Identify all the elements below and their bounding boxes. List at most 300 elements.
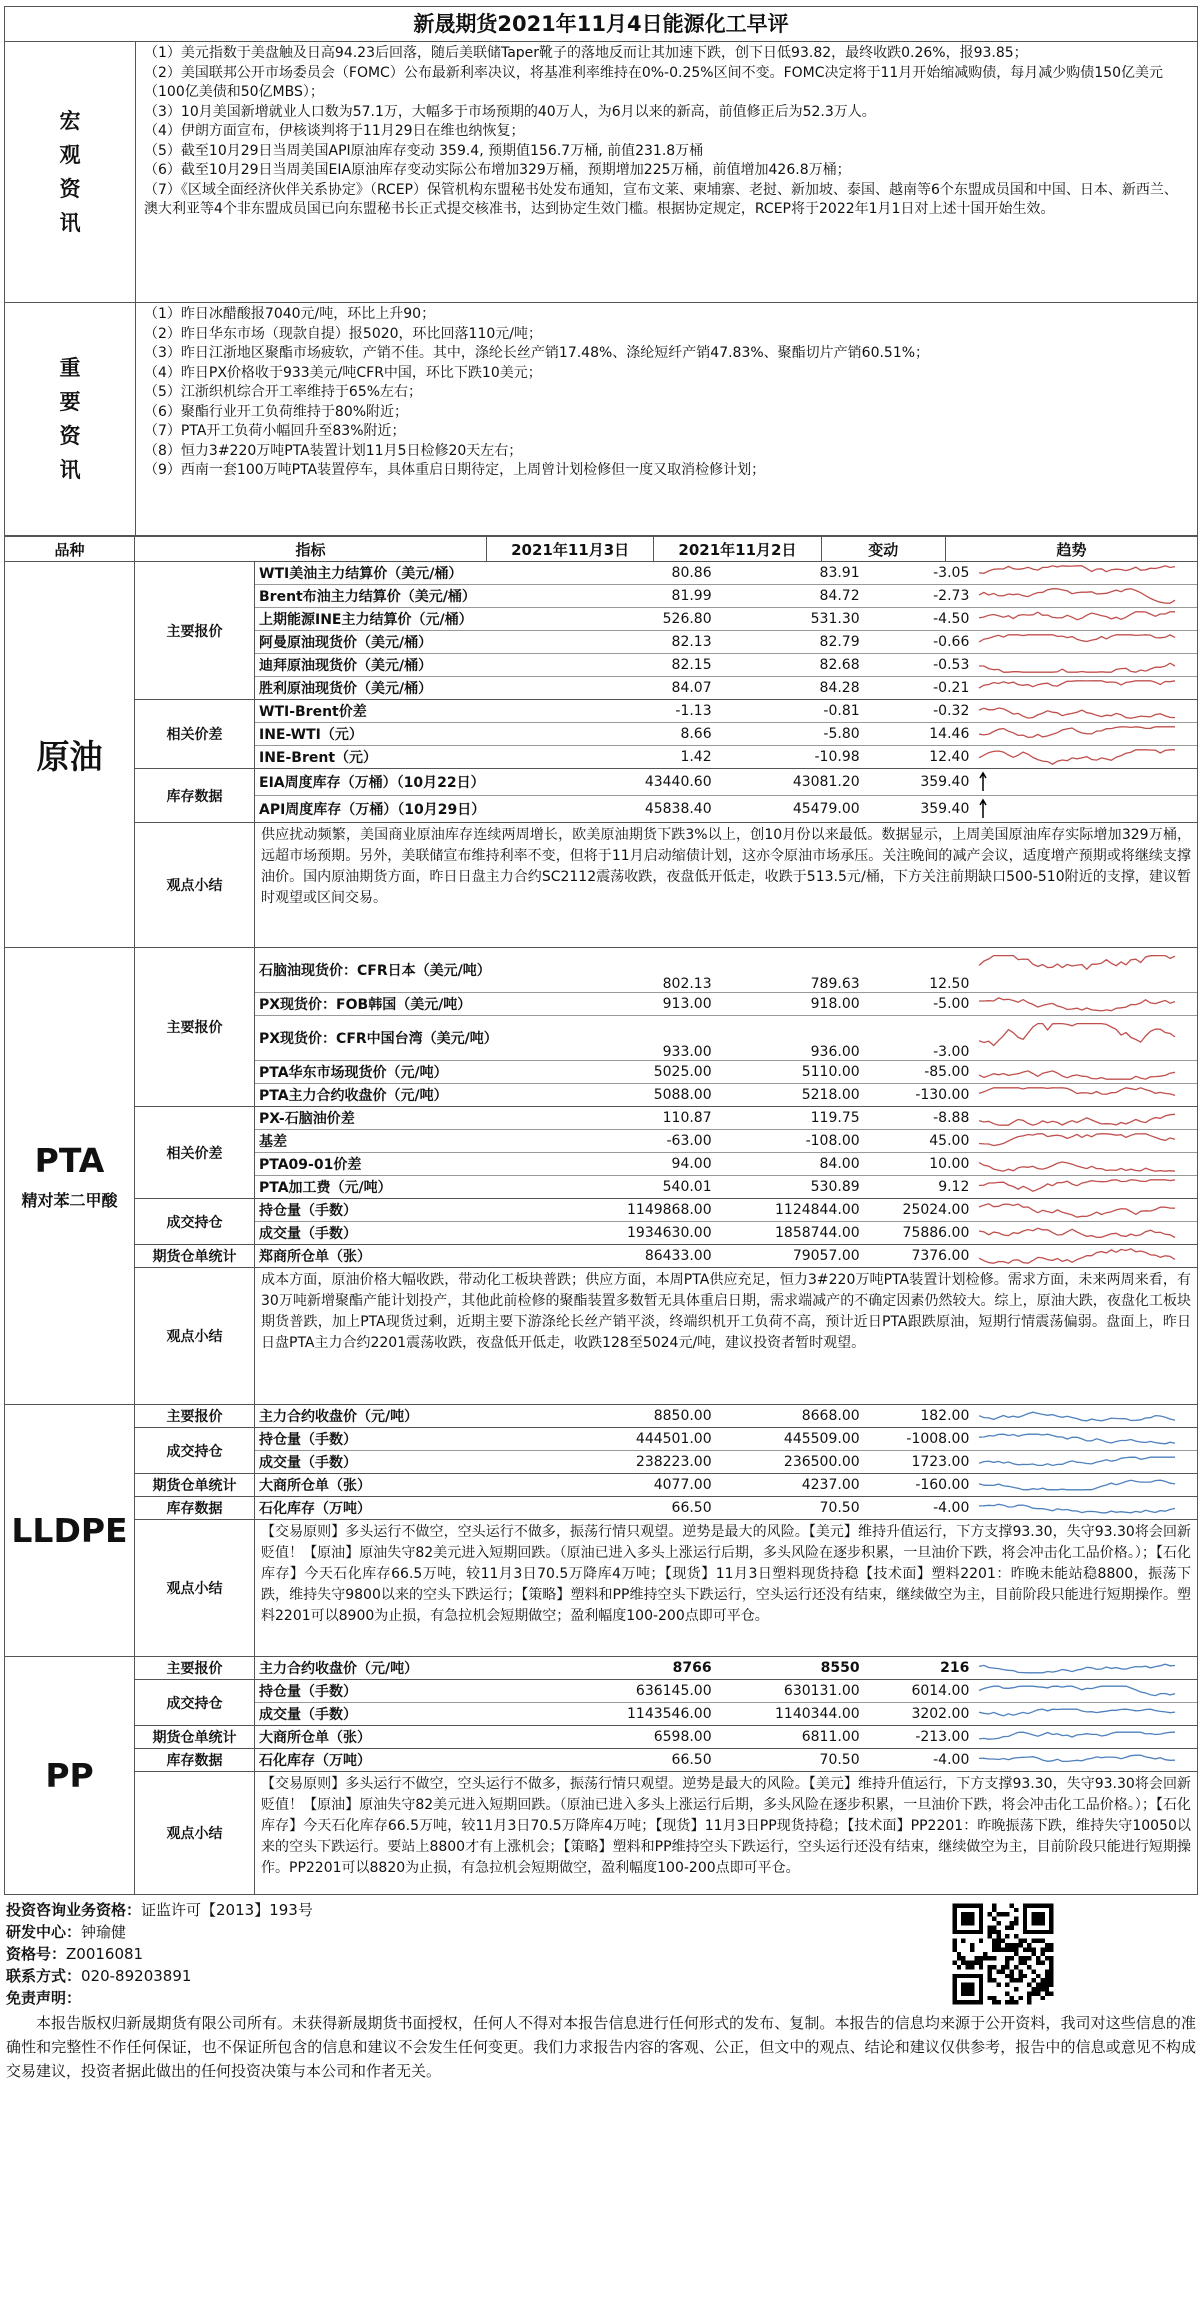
trend-sparkline [977, 1752, 1177, 1768]
important-item: （3）昨日江浙地区聚酯市场疲软，产销不佳。其中，涤纶长丝产销17.48%、涤纶短纤产销47.83%、聚酯切片产销60.51%； [144, 345, 930, 361]
value-current: 238223.00 [635, 1454, 712, 1470]
trend-cell [973, 723, 1197, 746]
trend-cell [973, 1726, 1197, 1748]
important-item: （2）昨日华东市场（现款自提）报5020，环比回落110元/吨； [144, 325, 542, 342]
indicator-name: 基差 [255, 1130, 568, 1153]
value-current: 1149868.00 [568, 1199, 716, 1222]
lldpe-group-data [255, 1428, 1198, 1474]
important-label-char: 资 [59, 424, 81, 448]
lldpe-group-row [5, 1405, 1198, 1428]
value-previous: 1140344.00 [775, 1706, 860, 1722]
value-previous: 1858744.00 [775, 1225, 860, 1241]
value-change: -8.88 [864, 1107, 974, 1130]
indicator-name: 主力合约收盘价（元/吨） [259, 1661, 419, 1677]
trend-sparkline [977, 1454, 1177, 1470]
value-previous: 82.79 [716, 631, 864, 654]
cert-label: 资格号： [6, 1945, 67, 1963]
value-change: -130.00 [915, 1087, 970, 1103]
trend-cell [973, 1130, 1197, 1153]
value-current: 1143546.00 [627, 1706, 712, 1722]
indicator-name: 郑商所仓单（张） [259, 1249, 371, 1265]
trend-sparkline [977, 1199, 1177, 1221]
value-current: 84.07 [671, 680, 712, 696]
pp-view-text: 【交易原则】多头运行不做空，空头运行不做多，振荡行情只观望。逆势是最大的风险。【美元】维持升值运行，下方支撑93.30，失守93.30将会回新贬值！【原油】原油失守82美元进入短期回跌。（原油已进入多头上涨运行后期，多头风险在逐步积累，一旦油价下跌，将会冲击化工品价格。）；【石化库存】今天石化库存66.5万吨，较11月3日70.5万降库4万吨；【现货】11月3日PP现货持稳；【技术面】PP2201：昨晚振荡下跌，维持失守10050以来的空头下跌运行。要站上8800才有上涨机会；【策略】塑料和PP维持空头下跌运行，空头运行还没有结束，继续做空为主，目前阶段只能进行短期操作。PP2201可以8820为止损，有急拉机会短期做空，盈利幅度100-200点即可平仓。 [255, 1772, 1198, 1895]
value-change: -3.00 [864, 1016, 974, 1061]
indicator-name: INE-Brent（元） [259, 750, 378, 766]
indicator-name: 大商所仓单（张） [259, 1730, 371, 1746]
pp-view-label: 观点小结 [135, 1772, 255, 1895]
indicator-name: PX-石脑油价差 [255, 1107, 568, 1130]
crude-category: 库存数据 [135, 769, 255, 823]
indicator-name: 成交量（手数） [259, 1226, 357, 1242]
lldpe-product-cell [5, 1405, 135, 1657]
lldpe-group-data [255, 1474, 1198, 1497]
pta-product-sub: 精对苯二甲酸 [21, 1191, 118, 1210]
crude-view-text: 供应扰动频繁，美国商业原油库存连续两周增长，欧美原油期货下跌3%以上，创10月份以来最低。数据显示，上周美国原油库存实际增加329万桶，远超市场预期。另外，美联储宣布维持利率不变，但将于11月启动缩债计划，这亦令原油市场承压。关注晚间的减产会议，适度增产预期或将继续支撑油价。国内原油期货方面，昨日日盘主力合约SC2112震荡收跌，夜盘低开低走，收跌于513.5元/桶，下方关注前期缺口500-510附近的支撑，建议暂时观望或区间交易。 [255, 823, 1198, 948]
value-change: 3202.00 [911, 1706, 970, 1722]
trend-cell [973, 631, 1197, 654]
value-change: -4.50 [864, 608, 974, 631]
value-previous: 789.63 [716, 948, 864, 993]
important-label-char: 要 [59, 390, 81, 414]
trend-sparkline [977, 1245, 1177, 1267]
trend-sparkline [977, 1706, 1177, 1722]
qual-label: 投资咨询业务资格： [6, 1901, 142, 1919]
important-item: （7）PTA开工负荷小幅回升至83%附近； [144, 423, 406, 439]
indicator-name: EIA周度库存（万桶）（10月22日） [255, 769, 568, 796]
value-change: -3.05 [864, 562, 974, 585]
qual-value: 证监许可【2013】193号 [141, 1901, 313, 1919]
value-current: 1.42 [680, 749, 712, 765]
crude-group-row [5, 700, 1198, 769]
value-change: -4.00 [933, 1500, 970, 1516]
value-change: 14.46 [864, 723, 974, 746]
trend-cell [973, 1176, 1197, 1199]
value-change: -2.73 [864, 585, 974, 608]
table-row [255, 1703, 1197, 1726]
trend-cell [973, 700, 1197, 723]
value-change: -1008.00 [864, 1428, 974, 1451]
pta-category: 成交持仓 [135, 1199, 255, 1245]
trend-cell [973, 1497, 1197, 1519]
trend-sparkline [977, 562, 1177, 584]
macro-item: （7）《区域全面经济伙伴关系协定》（RCEP）保管机构东盟秘书处发布通知，宣布文莱、柬埔寨、老挝、新加坡、泰国、越南等6个东盟成员国和中国、日本、新西兰、澳大利亚等4个非东盟成员国已向东盟秘书长正式提交核准书，达到协定生效门槛。根据协定规定，RCEP将于2022年1月1日对上述十国开始生效。 [144, 181, 1178, 217]
value-current: 444501.00 [568, 1428, 716, 1451]
value-current: 66.50 [671, 1752, 712, 1768]
table-row [255, 746, 1197, 769]
trend-sparkline [977, 1061, 1177, 1083]
value-previous: 4237.00 [801, 1477, 860, 1493]
table-row [255, 1016, 1197, 1061]
rd-value: 钟瑜健 [81, 1923, 127, 1941]
value-previous: 1124844.00 [716, 1199, 864, 1222]
important-item: （1）昨日冰醋酸报7040元/吨，环比上升90； [144, 306, 436, 322]
footer [4, 1895, 1198, 2087]
table-row [255, 769, 1197, 796]
value-previous: 79057.00 [792, 1248, 860, 1264]
indicator-name: PX现货价：CFR中国台湾（美元/吨） [255, 1016, 568, 1061]
pta-view-label: 观点小结 [135, 1268, 255, 1405]
value-current: -63.00 [568, 1130, 716, 1153]
lldpe-product-name: LLDPE [11, 1511, 128, 1550]
pta-group-row [5, 948, 1198, 1107]
value-current: 5088.00 [653, 1087, 712, 1103]
value-change: 182.00 [920, 1408, 970, 1424]
table-row [255, 631, 1197, 654]
value-change: 10.00 [864, 1153, 974, 1176]
table-row [255, 1107, 1197, 1130]
pta-group-data [255, 948, 1198, 1107]
trend-sparkline [977, 585, 1177, 607]
table-row [255, 1176, 1197, 1199]
trend-cell [973, 1474, 1197, 1496]
table-row [255, 1497, 1197, 1519]
lldpe-category: 期货仓单统计 [135, 1474, 255, 1497]
trend-cell [973, 1199, 1197, 1222]
lldpe-view-row [5, 1520, 1198, 1657]
trend-sparkline [977, 1107, 1177, 1129]
value-change: 359.40 [864, 769, 974, 796]
value-current: 66.50 [671, 1500, 712, 1516]
contact-label: 联系方式： [6, 1967, 82, 1985]
value-previous: 119.75 [716, 1107, 864, 1130]
macro-item: （2）美国联邦公开市场委员会（FOMC）公布最新利率决议，将基准利率维持在0%-0.25%区间不变。FOMC决定将于11月开始缩减购债，每月减少购债150亿美元（100亿美债和50亿MBS）； [144, 64, 1164, 100]
indicator-name: 持仓量（手数） [255, 1428, 568, 1451]
value-change: 9.12 [938, 1179, 970, 1195]
contact-value: 020-89203891 [81, 1967, 192, 1985]
lldpe-group-row [5, 1497, 1198, 1520]
trend-cell [973, 1657, 1197, 1679]
important-item: （5）江浙织机综合开工率维持于65%左右； [144, 384, 423, 400]
trend-cell [973, 1451, 1197, 1474]
trend-sparkline [977, 1153, 1177, 1175]
pta-group-data [255, 1199, 1198, 1245]
trend-cell [973, 1703, 1197, 1726]
value-current: 80.86 [568, 562, 716, 585]
indicator-name: 胜利原油现货价（美元/桶） [259, 681, 433, 697]
table-row [255, 1084, 1197, 1107]
value-current: -1.13 [568, 700, 716, 723]
pta-group-data [255, 1107, 1198, 1199]
table-row [255, 654, 1197, 677]
value-current: 8850.00 [653, 1408, 712, 1424]
trend-sparkline [977, 631, 1177, 653]
value-change: -4.00 [933, 1752, 970, 1768]
trend-cell [973, 608, 1197, 631]
pta-category: 相关价差 [135, 1107, 255, 1199]
value-current: 8.66 [568, 723, 716, 746]
crude-view-row [5, 823, 1198, 948]
pp-group-data [255, 1749, 1198, 1772]
macro-section [4, 41, 1198, 536]
trend-cell [973, 948, 1197, 993]
value-previous: 6811.00 [801, 1729, 860, 1745]
indicator-name: 成交量（手数） [259, 1707, 357, 1723]
value-change: 25024.00 [864, 1199, 974, 1222]
trend-cell [973, 1153, 1197, 1176]
value-change: 45.00 [864, 1130, 974, 1153]
value-previous: 8550 [820, 1660, 860, 1676]
indicator-name: Brent布油主力结算价（美元/桶） [255, 585, 568, 608]
rd-label: 研发中心： [6, 1923, 82, 1941]
value-current: 802.13 [568, 948, 716, 993]
trend-cell [973, 677, 1197, 700]
table-row [255, 1405, 1197, 1427]
trend-cell [973, 796, 1197, 823]
crude-group-data [255, 700, 1198, 769]
trend-cell [973, 1680, 1197, 1703]
macro-content [136, 42, 1198, 303]
pp-view-row [5, 1772, 1198, 1895]
indicator-name: 持仓量（手数） [255, 1199, 568, 1222]
table-row [255, 1749, 1197, 1771]
value-previous: 84.00 [716, 1153, 864, 1176]
trend-sparkline [977, 746, 1177, 768]
table-row [255, 1061, 1197, 1084]
table-row [255, 1657, 1197, 1679]
up-arrow-icon [977, 798, 1177, 820]
macro-item: （3）10月美国新增就业人口数为57.1万，大幅多于市场预期的40万人，为6月以来的新高，前值修正后为52.3万人。 [144, 103, 876, 120]
macro-item: （6）截至10月29日当周美国EIA原油库存变动实际公布增加329万桶，预期增加225万桶，前值增加426.8万桶； [144, 162, 851, 178]
value-previous: 43081.20 [716, 769, 864, 796]
pp-group-row [5, 1726, 1198, 1749]
crude-group-data [255, 769, 1198, 823]
value-change: -0.53 [864, 654, 974, 677]
pta-group-data [255, 1245, 1198, 1268]
table-row [255, 700, 1197, 723]
value-current: 82.15 [568, 654, 716, 677]
trend-sparkline [977, 993, 1177, 1015]
pp-group-row [5, 1680, 1198, 1726]
indicator-name: PTA加工费（元/吨） [259, 1180, 392, 1196]
important-item: （6）聚酯行业开工负荷维持于80%附近； [144, 403, 409, 420]
crude-view-label: 观点小结 [135, 823, 255, 948]
crude-product-name: 原油 [36, 737, 103, 776]
value-current: 526.80 [568, 608, 716, 631]
crude-group-row [5, 769, 1198, 823]
value-current: 4077.00 [653, 1477, 712, 1493]
value-change: 7376.00 [911, 1248, 970, 1264]
crude-product-cell [5, 562, 135, 948]
trend-sparkline [977, 1084, 1177, 1106]
pta-category: 主要报价 [135, 948, 255, 1107]
indicator-name: WTI美油主力结算价（美元/桶） [255, 562, 568, 585]
lldpe-category: 库存数据 [135, 1497, 255, 1520]
table-row [255, 585, 1197, 608]
pta-view-text: 成本方面，原油价格大幅收跌，带动化工板块普跌；供应方面，本周PTA供应充足，恒力3#220万吨PTA装置计划检修。需求方面，未来两周来看，有30万吨新增聚酯产能计划投产，其他此前检修的聚酯装置多数暂无具体重启日期，需求端减产的不确定因素仍然较大。综上，原油大跌，夜盘化工板块期货普跌，加上PTA现货过剩，近期主要下游涤纶长丝产销平淡，终端织机开工负荷不高，预计近日PTA跟跌原油，短期行情震荡偏弱。盘面上，昨日日盘PTA主力合约2201震荡收跌，夜盘低开低走，收跌128至5024元/吨，建议投资者暂时观望。 [255, 1268, 1198, 1405]
trend-sparkline [977, 1683, 1177, 1699]
value-current: 540.01 [662, 1179, 712, 1195]
pp-group-data [255, 1680, 1198, 1726]
macro-label-char: 宏 [59, 109, 81, 133]
trend-cell [973, 562, 1197, 585]
trend-sparkline [977, 1222, 1177, 1244]
indicator-name: 大商所仓单（张） [259, 1478, 371, 1494]
trend-cell [973, 993, 1197, 1016]
value-change: -0.21 [933, 680, 970, 696]
trend-sparkline [977, 1130, 1177, 1152]
trend-cell [973, 1749, 1197, 1771]
indicator-name: PTA主力合约收盘价（元/吨） [259, 1088, 448, 1104]
table-header [5, 537, 1198, 562]
trend-sparkline [977, 700, 1177, 722]
lldpe-category: 主要报价 [135, 1405, 255, 1428]
header-change: 变动 [821, 537, 945, 561]
trend-cell [973, 1016, 1197, 1061]
value-change: 6014.00 [864, 1680, 974, 1703]
header-trend: 趋势 [945, 537, 1197, 561]
table-row [255, 723, 1197, 746]
trend-cell [973, 746, 1197, 769]
value-current: 110.87 [568, 1107, 716, 1130]
header-product: 品种 [5, 537, 135, 562]
pta-product-cell [5, 948, 135, 1405]
value-previous: 630131.00 [716, 1680, 864, 1703]
indicator-name: API周度库存（万桶）（10月29日） [259, 802, 486, 818]
indicator-name: 成交量（手数） [259, 1455, 357, 1471]
indicator-name: 阿曼原油现货价（美元/桶） [255, 631, 568, 654]
table-row [255, 608, 1197, 631]
trend-cell [973, 654, 1197, 677]
pp-category: 主要报价 [135, 1657, 255, 1680]
indicator-name: 上期能源INE主力结算价（元/桶） [255, 608, 568, 631]
table-row [255, 1451, 1197, 1474]
macro-label-char: 观 [59, 143, 81, 167]
table-row [255, 1153, 1197, 1176]
indicator-name: INE-WTI（元） [255, 723, 568, 746]
value-previous: -5.80 [716, 723, 864, 746]
lldpe-group-data [255, 1497, 1198, 1520]
important-label-char: 讯 [59, 458, 81, 482]
value-current: 1934630.00 [627, 1225, 712, 1241]
trend-sparkline [977, 1729, 1177, 1745]
macro-item: （1）美元指数于美盘触及日高94.23后回落，随后美联储Taper靴子的落地反而让其加速下跌，创下日低93.82，最终收跌0.26%，报93.85； [144, 45, 1028, 61]
crude-group-data [255, 562, 1198, 700]
pp-product-name: PP [45, 1756, 94, 1795]
header-date1: 2021年11月3日 [486, 537, 653, 561]
trend-sparkline [977, 608, 1177, 630]
value-previous: 531.30 [716, 608, 864, 631]
trend-sparkline [977, 1477, 1177, 1493]
table-row [255, 1680, 1197, 1703]
table-row [255, 677, 1197, 700]
macro-label-char: 资 [59, 177, 81, 201]
value-change: 12.50 [864, 948, 974, 993]
value-previous: -108.00 [716, 1130, 864, 1153]
value-previous: 5110.00 [716, 1061, 864, 1084]
important-item: （9）西南一套100万吨PTA装置停车，具体重启日期待定，上周曾计划检修但一度又取消检修计划； [144, 462, 766, 478]
indicator-name: PTA华东市场现货价（元/吨） [255, 1061, 568, 1084]
pta-group-row [5, 1245, 1198, 1268]
table-row [255, 1726, 1197, 1748]
value-change: 216 [940, 1660, 970, 1676]
value-current: 82.13 [568, 631, 716, 654]
value-current: 94.00 [568, 1153, 716, 1176]
value-previous: 236500.00 [783, 1454, 860, 1470]
table-row [255, 1199, 1197, 1222]
pp-group-data [255, 1657, 1198, 1680]
value-current: 45838.40 [644, 801, 712, 817]
value-current: 81.99 [568, 585, 716, 608]
indicator-name: 主力合约收盘价（元/吨） [259, 1409, 419, 1425]
value-current: 933.00 [568, 1016, 716, 1061]
pp-product-cell [5, 1657, 135, 1895]
pp-category: 库存数据 [135, 1749, 255, 1772]
value-current: 636145.00 [568, 1680, 716, 1703]
important-item: （4）昨日PX价格收于933美元/吨CFR中国，环比下跌10美元； [144, 364, 542, 381]
trend-cell [973, 1061, 1197, 1084]
value-previous: 70.50 [819, 1500, 860, 1516]
value-current: 8766 [672, 1660, 712, 1676]
lldpe-group-row [5, 1474, 1198, 1497]
lldpe-group-row [5, 1428, 1198, 1474]
value-change: -5.00 [864, 993, 974, 1016]
pp-group-row [5, 1749, 1198, 1772]
trend-cell [973, 1405, 1197, 1427]
data-table [4, 536, 1198, 1895]
value-current: 913.00 [568, 993, 716, 1016]
up-arrow-icon [977, 771, 1177, 793]
lldpe-category: 成交持仓 [135, 1428, 255, 1474]
table-row [255, 1428, 1197, 1451]
macro-label [5, 42, 136, 303]
value-change: 75886.00 [902, 1225, 970, 1241]
header-indicator: 指标 [295, 540, 326, 559]
value-previous: 82.68 [716, 654, 864, 677]
value-previous: 84.72 [716, 585, 864, 608]
value-previous: 83.91 [716, 562, 864, 585]
trend-sparkline [977, 1176, 1177, 1198]
crude-category: 相关价差 [135, 700, 255, 769]
table-row [255, 1245, 1197, 1267]
report-title: 新晟期货2021年11月4日能源化工早评 [4, 6, 1198, 41]
value-change: -0.66 [864, 631, 974, 654]
value-previous: 936.00 [716, 1016, 864, 1061]
macro-item: （4）伊朗方面宣布，伊核谈判将于11月29日在维也纳恢复； [144, 123, 525, 139]
trend-sparkline [977, 1408, 1177, 1424]
value-previous: 84.28 [819, 680, 860, 696]
value-previous: -10.98 [814, 749, 860, 765]
pp-category: 期货仓单统计 [135, 1726, 255, 1749]
lldpe-view-text: 【交易原则】多头运行不做空，空头运行不做多，振荡行情只观望。逆势是最大的风险。【美元】维持升值运行，下方支撑93.30，失守93.30将会回新贬值！【原油】原油失守82美元进入短期回跌。（原油已进入多头上涨运行后期，多头风险在逐步积累，一旦油价下跌，将会冲击化工品价格。）；【石化库存】今天石化库存66.5万吨，较11月3日70.5万降库4万吨；【现货】11月3日塑料现货持稳【技术面】塑料2201：昨晚未能站稳8800，振荡下跌，维持失守9800以来的空头下跌运行；【策略】塑料和PP维持空头下跌运行，空头运行还没有结束，继续做空为主，目前阶段只能进行短期操作。塑料2201可以8900为止损，有急拉机会短期做空；盈利幅度100-200点即可平仓。 [255, 1520, 1198, 1657]
crude-group-row [5, 562, 1198, 700]
value-previous: 5218.00 [801, 1087, 860, 1103]
table-row [255, 948, 1197, 993]
indicator-name: PTA09-01价差 [255, 1153, 568, 1176]
value-change: 12.40 [929, 749, 970, 765]
header-date2: 2021年11月2日 [654, 537, 821, 561]
indicator-name: 石脑油现货价：CFR日本（美元/吨） [255, 948, 568, 993]
trend-sparkline [977, 1431, 1177, 1447]
table-row [255, 1130, 1197, 1153]
important-label [5, 303, 136, 536]
important-label-char: 重 [59, 356, 81, 380]
pp-group-row [5, 1657, 1198, 1680]
trend-cell [973, 1245, 1197, 1267]
qr-code-icon [948, 1899, 1058, 2009]
trend-sparkline [977, 677, 1177, 699]
table-row [255, 796, 1197, 823]
value-previous: 445509.00 [716, 1428, 864, 1451]
indicator-name: WTI-Brent价差 [255, 700, 568, 723]
trend-sparkline [977, 1500, 1177, 1516]
table-row [255, 1222, 1197, 1245]
trend-cell [973, 585, 1197, 608]
value-current: 6598.00 [653, 1729, 712, 1745]
value-previous: 45479.00 [792, 801, 860, 817]
pp-category: 成交持仓 [135, 1680, 255, 1726]
trend-cell [973, 1428, 1197, 1451]
